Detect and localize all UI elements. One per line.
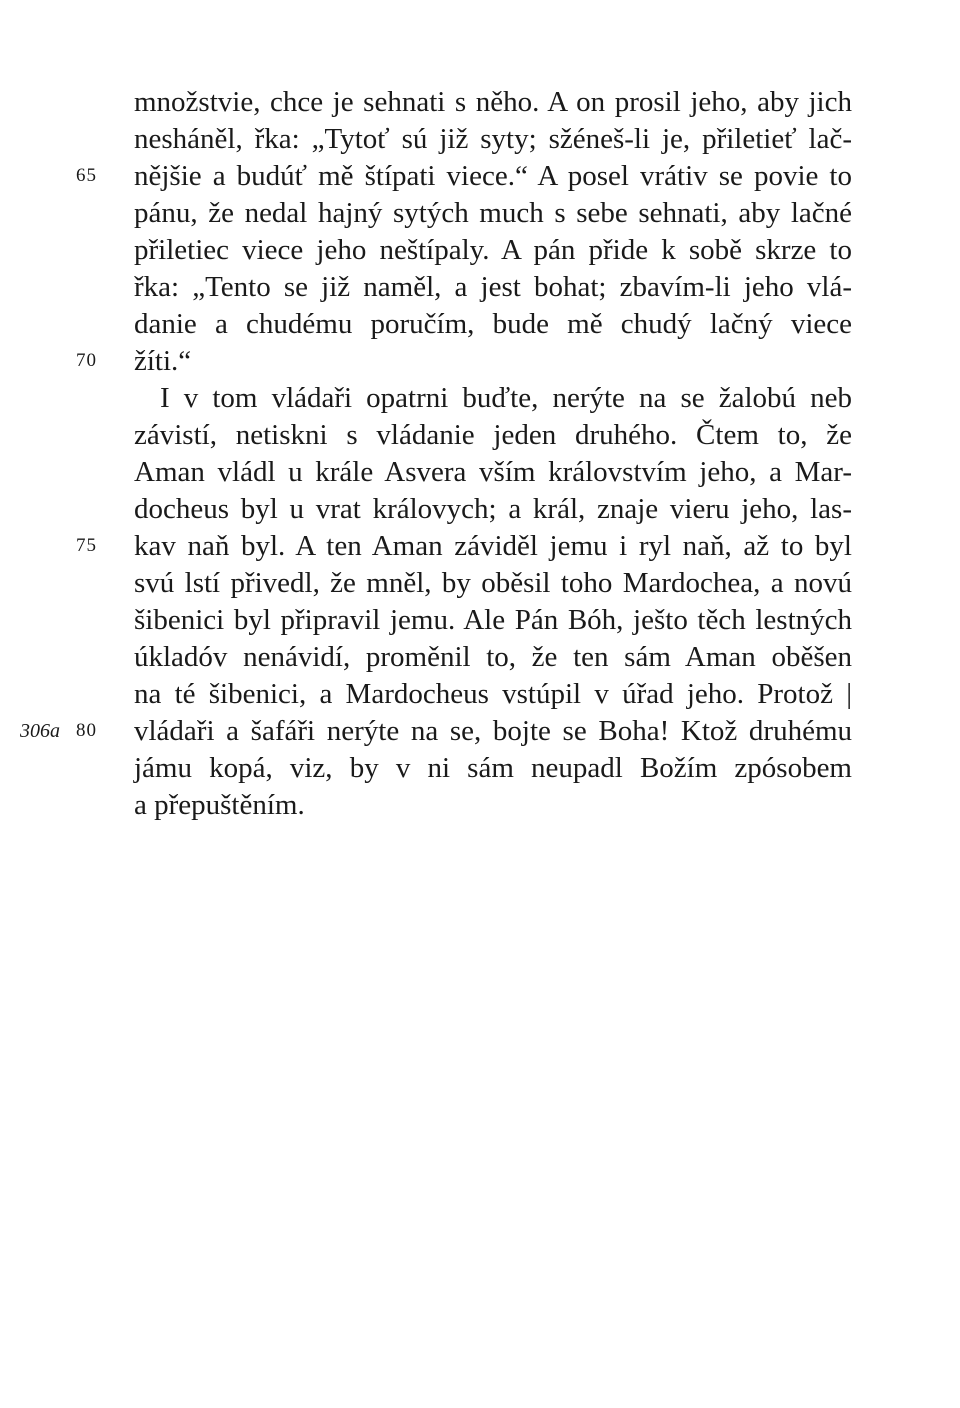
text-line-4: pánu, že nedal hajný sytých much s sebe sehnati, aby lačné [134,197,852,229]
line-number-80: 80 [76,720,97,741]
text-line-14: svú lstí přivedl, že mněl, by oběsil toho Mardochea, a novú [134,567,852,599]
text-line-9: I v tom vládaři opatrni buďte, nerýte na se žalobú neb [160,382,852,414]
text-line-12: docheus byl u vrat královych; a král, znaje vieru jeho, las- [134,493,852,525]
folio-marker: 306a [20,720,60,742]
text-line-18: vládaři a šafáři nerýte na se, bojte se Boha! Ktož druhému [134,715,852,747]
text-line-11: Aman vládl u krále Asvera vším královstvím jeho, a Mar- [134,456,852,488]
text-line-2: nesháněl, řka: „Tytoť sú již syty; sžéneš-li je, přiletieť lač- [134,123,852,155]
text-line-10: závistí, netiskni s vládanie jeden druhého. Čtem to, že [134,419,852,451]
text-line-8: žíti.“ [134,345,192,377]
text-line-19: jámu kopá, viz, by v ni sám neupadl Božím zpósobem [134,752,852,784]
text-line-1: množstvie, chce je sehnati s něho. A on prosil jeho, aby jich [134,86,852,118]
line-number-75: 75 [76,535,97,556]
text-line-3: nějšie a budúť mě štípati viece.“ A posel vrátiv se povie to [134,160,852,192]
text-line-16: úkladóv nenávidí, proměnil to, že ten sám Aman oběšen [134,641,852,673]
text-line-13: kav naň byl. A ten Aman záviděl jemu i ryl naň, až to byl [134,530,852,562]
text-line-17: na té šibenici, a Mardocheus vstúpil v úřad jeho. Protož | [134,678,852,710]
text-line-6: řka: „Tento se již naměl, a jest bohat; zbavím-li jeho vlá- [134,271,852,303]
line-number-65: 65 [76,165,97,186]
text-line-5: přiletiec viece jeho neštípaly. A pán přide k sobě skrze to [134,234,852,266]
line-number-70: 70 [76,350,97,371]
text-line-15: šibenici byl připravil jemu. Ale Pán Bóh, ješto těch lestných [134,604,852,636]
text-line-7: danie a chudému poručím, bude mě chudý lačný viece [134,308,852,340]
text-line-20: a přepuštěním. [134,789,305,821]
